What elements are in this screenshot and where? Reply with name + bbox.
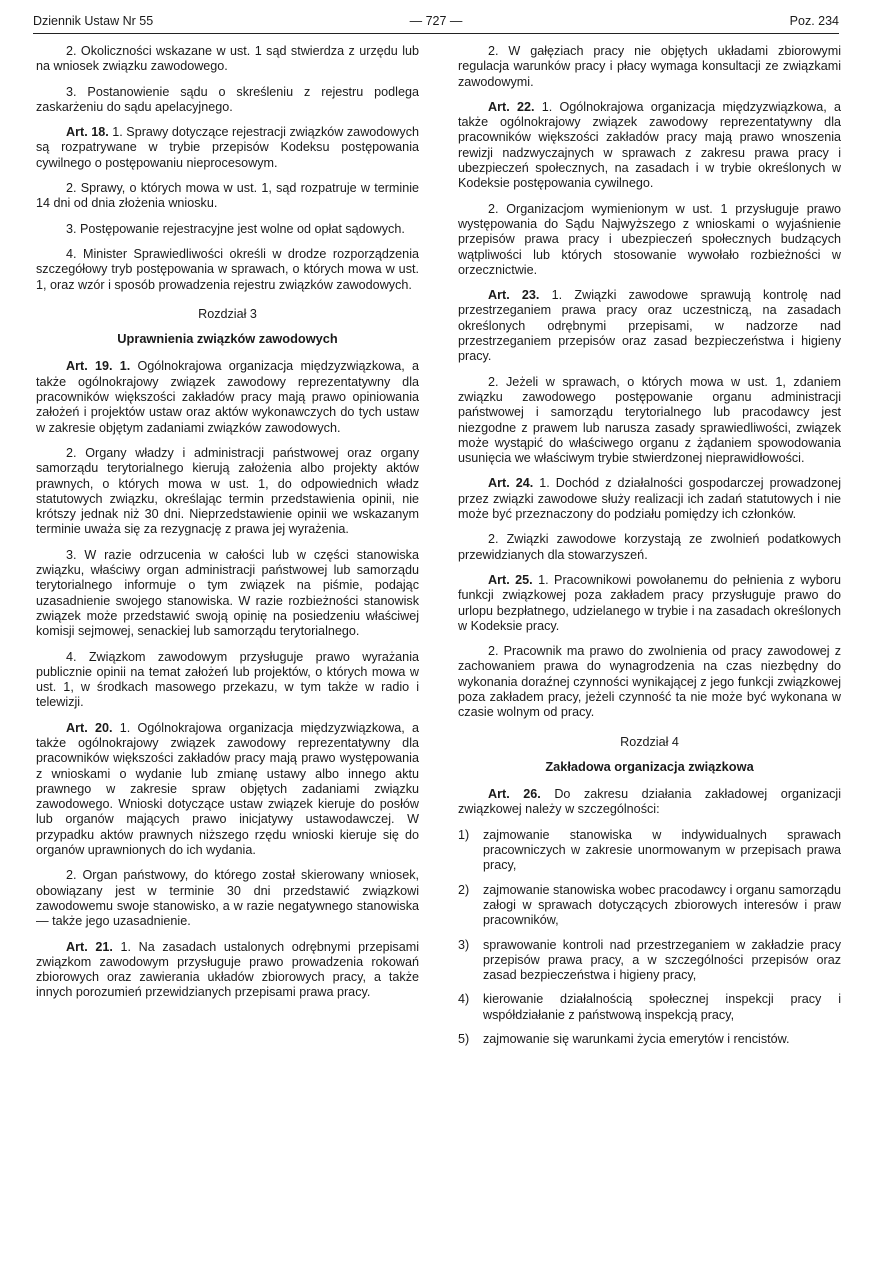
article-22-p1: Art. 22. 1. Ogólnokrajowa organizacja międzyzwiązkowa, a także ogólnokrajowy związek zawodowy reprezentatywny dla pracowników większości zakładów pracy mają prawo wnoszenia rewizji nadzwyczajnych w sprawach z zakresu prawa pracy i ubezpieczeń społecznych, na zasadach i w trybie określonych w Kodeksie postępowania cywilnego. xyxy=(458,99,841,191)
article-18-p2: 2. Sprawy, o których mowa w ust. 1, sąd rozpatruje w terminie 14 dni od dnia złożenia wniosku. xyxy=(36,181,419,211)
list-item: 4) kierowanie działalnością społecznej inspekcji pracy i współdziałanie z państwową inspekcją pracy, xyxy=(458,992,841,1022)
article-label: Art. 18. xyxy=(66,125,109,140)
paragraph: 2. Okoliczności wskazane w ust. 1 sąd stwierdza z urzędu lub na wniosek związku zawodowego. xyxy=(36,44,419,74)
chapter-label: Rozdział 3 xyxy=(198,306,257,321)
page-number: — 727 — xyxy=(409,14,463,28)
article-26-points xyxy=(458,828,841,1048)
article-20-p2: 2. Organ państwowy, do którego został skierowany wniosek, obowiązany jest w terminie 30 dni przedstawić związkowi zawodowemu swoje stanowisko, a w razie negatywnego stanowiska — także jego uzasadnienie. xyxy=(36,868,419,929)
article-label: Art. 24. xyxy=(488,476,534,491)
article-24-p1: Art. 24. 1. Dochód z działalności gospodarczej prowadzonej przez związki zawodowe służy realizacji ich zadań statutowych i nie może być przeznaczony do podziału pomiędzy ich członków. xyxy=(458,476,841,522)
article-25-p2: 2. Pracownik ma prawo do zwolnienia od pracy zawodowej z zachowaniem prawa do wynagrodzenia na czas niezbędny do wykonania doraźnej czynności wynikającej z jego funkcji związkowej poza zakładem pracy, jeżeli czynność ta nie może być wykonana w czasie wolnym od pracy. xyxy=(458,644,841,720)
article-23-p1: Art. 23. 1. Związki zawodowe sprawują kontrolę nad przestrzeganiem prawa pracy oraz uczestniczą, na zasadach określonych odrębnymi przepisami, w nadzorze nad przestrzeganiem przepisów oraz zasad bezpieczeństwa i higieny pracy. xyxy=(458,288,842,364)
article-label: Art. 23. xyxy=(488,288,540,303)
journal-title: Dziennik Ustaw Nr 55 xyxy=(33,14,154,28)
chapter-title: Zakładowa organizacja związkowa xyxy=(545,758,754,774)
article-label: Art. 26. xyxy=(488,787,541,802)
article-25-p1: Art. 25. 1. Pracownikowi powołanemu do pełnienia z wyboru funkcji związkowej poza zakładem pracy przysługuje prawo do urlopu bezpłatnego, udzielanego w trybie i na zasadach określonych w Kodeksie pracy. xyxy=(458,572,842,633)
article-24-p2: 2. Związki zawodowe korzystają ze zwolnień podatkowych przewidzianych dla stowarzyszeń. xyxy=(458,532,841,562)
position-number: Poz. 234 xyxy=(789,14,839,28)
article-20-p1: Art. 20. 1. Ogólnokrajowa organizacja międzyzwiązkowa, a także ogólnokrajowy związek zawodowy reprezentatywny dla pracowników większości zakładów pracy mają prawo występowania z wnioskami o wydanie lub zmianę ustawy albo innego aktu prawnego w zakresie spraw objętych zadaniami związku zawodowego. Wnioski dotyczące ustaw związek kieruje do posłów lub organów mających prawo inicjatywy ustawodawczej. W przypadku aktów prawnych niższego rzędu wnioski kieruje się do organów uprawnionych do ich wydania. xyxy=(36,720,419,858)
chapter-label: Rozdział 4 xyxy=(620,734,679,749)
article-23-p2: 2. Jeżeli w sprawach, o których mowa w ust. 1, zdaniem związku zawodowego postępowanie organu administracji państwowej i samorządu terytorialnego lub pracodawcy jest niezgodne z prawem lub narusza zasady sprawiedliwości, związek może wystąpić do właściwego organu z żądaniem spowodowania usunięcia we właściwym trybie stwierdzonej nieprawidłowości. xyxy=(458,374,841,466)
article-label: Art. 20. xyxy=(66,720,113,735)
article-21-p2: 2. W gałęziach pracy nie objętych układami zbiorowymi regulacja warunków pracy i płacy wymaga konsultacji ze związkami zawodowymi. xyxy=(458,44,841,89)
list-item: 3) sprawowanie kontroli nad przestrzeganiem w zakładzie pracy przepisów prawa pracy, a w szczególności przepisów oraz zasad bezpieczeństwa i higieny pracy, xyxy=(458,937,841,983)
right-column xyxy=(458,44,841,1056)
article-18-p4: 4. Minister Sprawiedliwości określi w drodze rozporządzenia szczegółowy tryb postępowania w sprawach, o których mowa w ust. 1, oraz wzór i sposób prowadzenia rejestru związków zawodowych. xyxy=(36,246,419,292)
article-26-intro: Art. 26. Do zakresu działania zakładowej organizacji związkowej należy w szczególności: xyxy=(458,787,841,817)
article-label: Art. 19. 1. xyxy=(66,359,131,374)
list-item: 5) zajmowanie się warunkami życia emerytów i rencistów. xyxy=(458,1032,790,1047)
article-label: Art. 25. xyxy=(488,572,533,587)
article-18-p3: 3. Postępowanie rejestracyjne jest wolne od opłat sądowych. xyxy=(66,221,405,236)
article-19-p4: 4. Związkom zawodowym przysługuje prawo wyrażania publicznie opinii na temat założeń lub projektów, o których mowa w ust. 1, w środkach masowego przekazu, w tym także w radio i telewizji. xyxy=(36,649,419,710)
left-column xyxy=(36,44,419,1011)
header-rule xyxy=(33,33,839,34)
paragraph: 3. Postanowienie sądu o skreśleniu z rejestru podlega zaskarżeniu do sądu apelacyjnego. xyxy=(36,84,419,114)
article-21-p1: Art. 21. 1. Na zasadach ustalonych odrębnymi przepisami związkom zawodowym przysługuje prawo prowadzenia rokowań zbiorowych oraz zawierania układów zbiorowych pracy, a także innych porozumień przewidzianych przepisami prawa pracy. xyxy=(36,939,420,1000)
article-19-p2: 2. Organy władzy i administracji państwowej oraz organy samorządu terytorialnego kierują założenia albo projekty aktów prawnych, o których mowa w ust. 1, do odpowiednich władz statutowych związku, określając termin przedstawienia opinii, nie krótszy jednak niż 30 dni. Nieprzedstawienie opinii we wskazanym terminie uważa się za rezygnację z prawa jej wyrażenia. xyxy=(36,445,419,537)
list-item: 1) zajmowanie stanowiska w indywidualnych sprawach pracowniczych w zakresie unormowanym w przepisach prawa pracy, xyxy=(458,827,841,873)
article-22-p2: 2. Organizacjom wymienionym w ust. 1 przysługuje prawo występowania do Sądu Najwyższego z wnioskami o wyjaśnienie przepisów prawa pracy i ubezpieczeń społecznych budzących wątpliwości lub których stosowanie wywołało rozbieżności w orzecznictwie. xyxy=(458,201,841,277)
article-19-p1: Art. 19. 1. Ogólnokrajowa organizacja międzyzwiązkowa, a także ogólnokrajowy związek zawodowy reprezentatywny dla pracowników większości zakładów pracy mają prawo opiniowania założeń i projektów ustaw oraz aktów wykonawczych do tych ustaw w zakresie objętym zadaniami związków zawodowych. xyxy=(36,359,419,435)
article-19-p3: 3. W razie odrzucenia w całości lub w części stanowiska związku, właściwy organ administracji państwowej lub samorządu terytorialnego informuje o tym związek na piśmie, podając uzasadnienie swojego stanowiska. W razie rozbieżności stanowisk związek może przedstawić swoją opinię na posiedzeniu właściwej komisji sejmowej, senackiej lub samorządu terytorialnego. xyxy=(36,547,419,639)
article-label: Art. 22. xyxy=(488,99,535,114)
article-18-p1: Art. 18. 1. Sprawy dotyczące rejestracji związków zawodowych są rozpatrywane w trybie przepisów Kodeksu postępowania cywilnego o postępowaniu nieprocesowym. xyxy=(36,125,419,170)
chapter-title: Uprawnienia związków zawodowych xyxy=(117,331,338,347)
list-item: 2) zajmowanie stanowiska wobec pracodawcy i organu samorządu załogi w sprawach dotyczących zbiorowych interesów i praw pracowników, xyxy=(458,882,841,928)
article-label: Art. 21. xyxy=(66,939,113,954)
